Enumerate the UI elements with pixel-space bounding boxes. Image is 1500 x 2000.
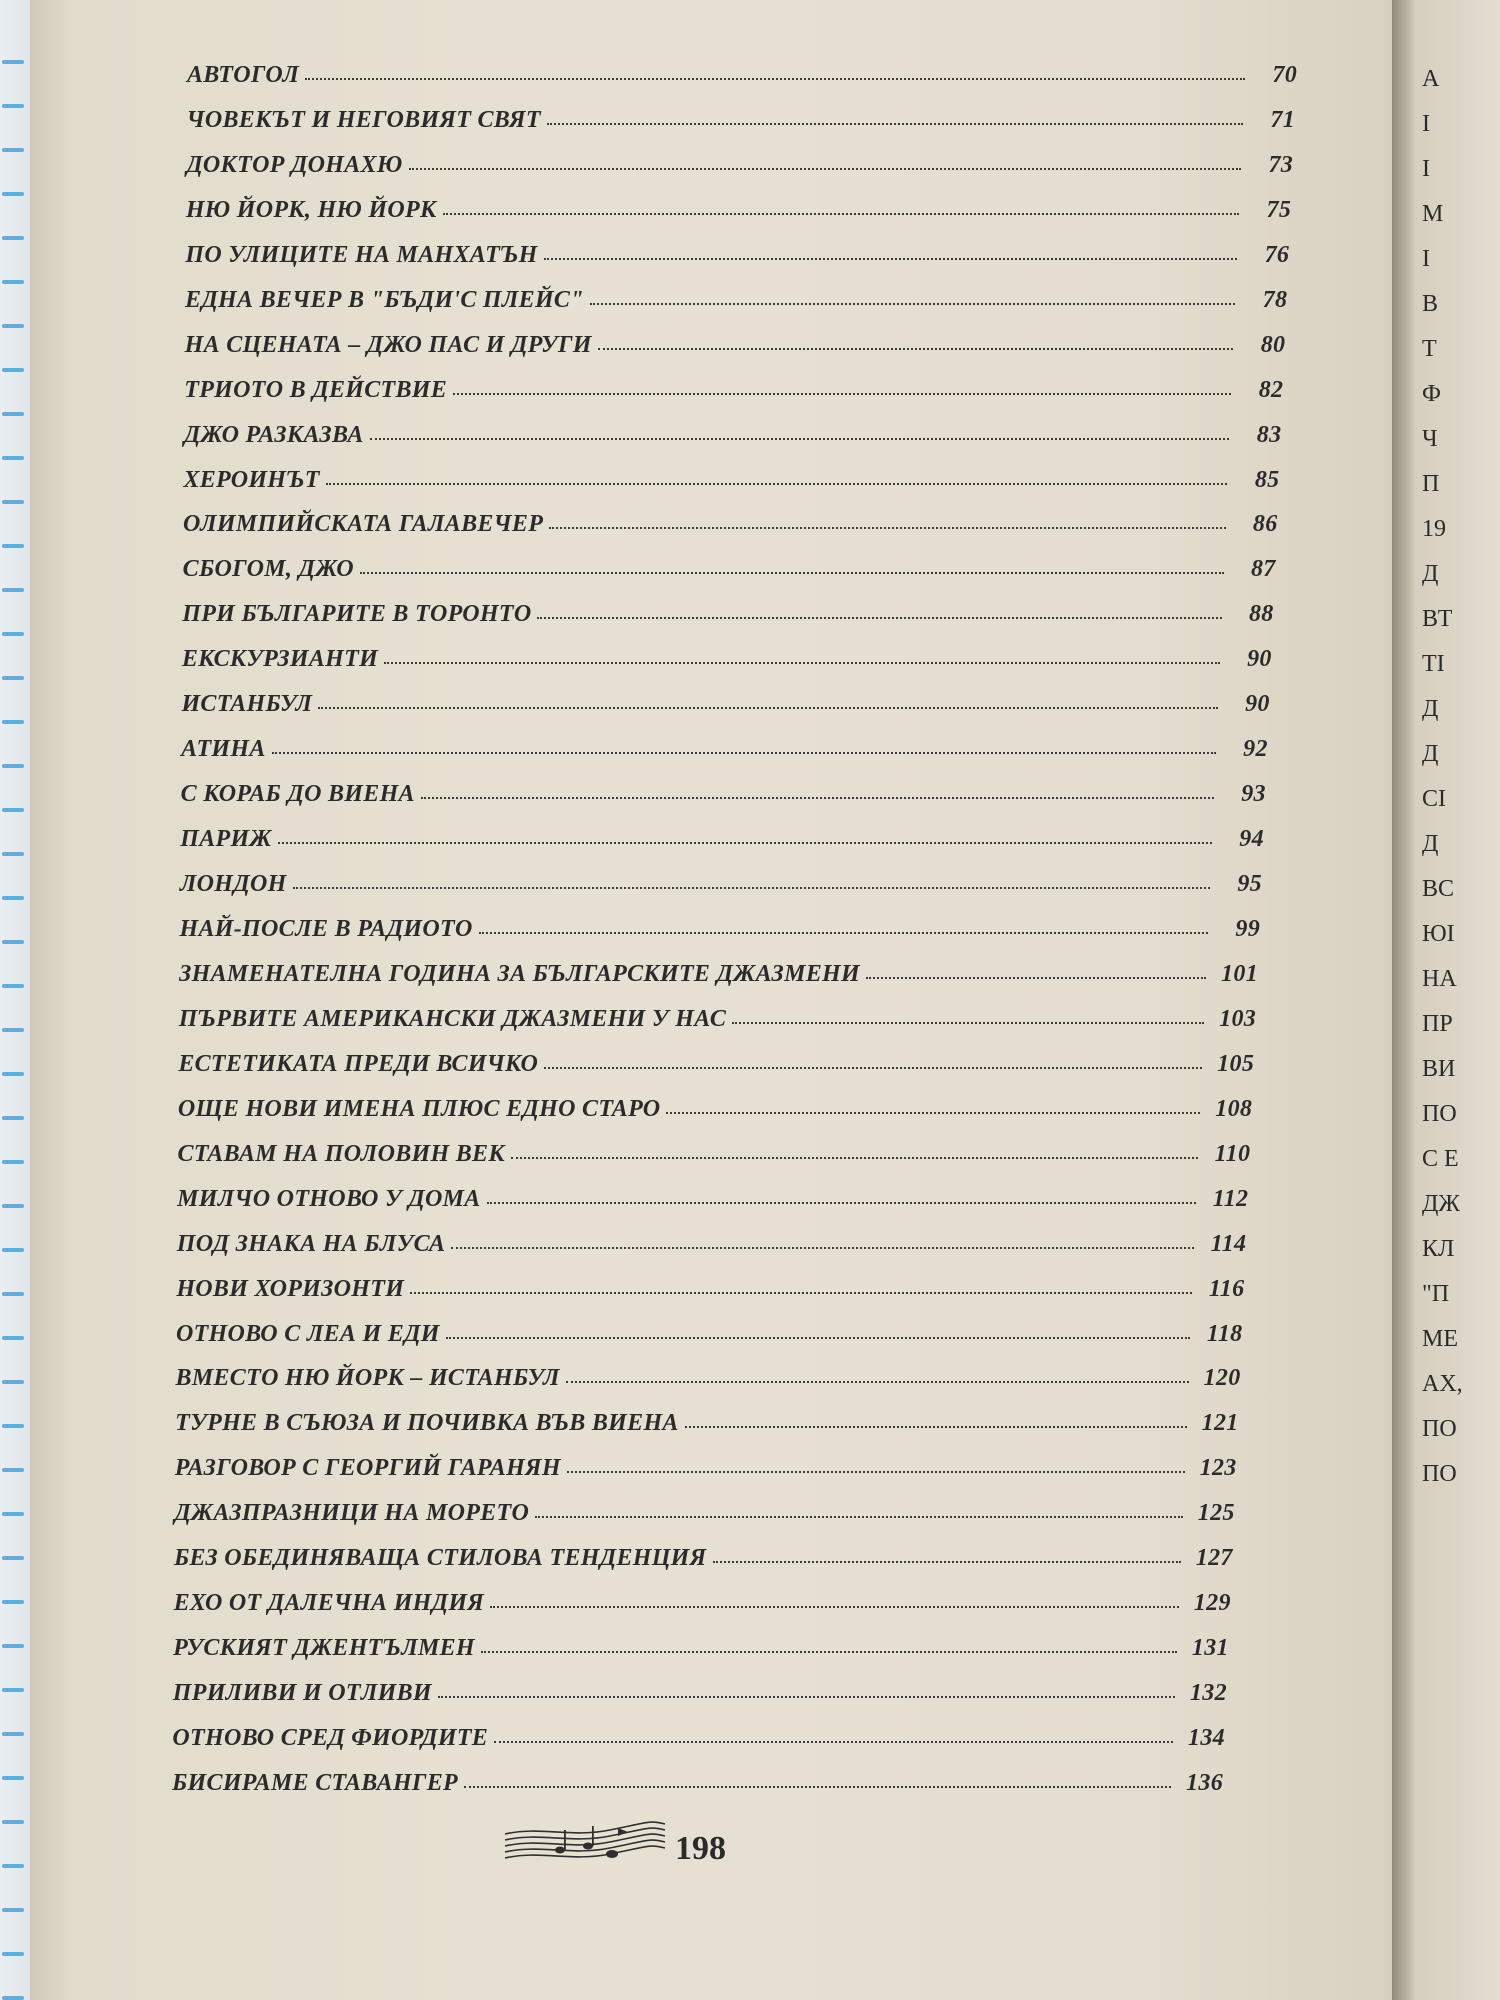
facing-page-text: 19 <box>1422 516 1446 542</box>
toc-entry <box>186 152 1293 179</box>
toc-entry-title: НЮ ЙОРК, НЮ ЙОРК <box>185 196 437 223</box>
toc-entry-page: 80 <box>1260 331 1286 358</box>
facing-page-text: ПО <box>1422 1416 1457 1442</box>
toc-leader-dots <box>479 932 1208 934</box>
toc-entry-title: С КОРАБ ДО ВИЕНА <box>180 781 415 808</box>
toc-entry <box>182 646 1272 673</box>
toc-leader-dots <box>598 348 1234 350</box>
facing-page-text: КЛ <box>1422 1236 1455 1262</box>
toc-entry <box>187 107 1295 134</box>
toc-entry-title: ЕКСКУРЗИАНТИ <box>181 646 379 673</box>
music-staff-icon <box>500 1812 670 1882</box>
toc-entry-page: 127 <box>1195 1545 1233 1572</box>
toc-leader-dots <box>446 1337 1191 1339</box>
toc-entry <box>176 1321 1243 1348</box>
toc-entry <box>179 961 1258 988</box>
toc-entry <box>173 1635 1229 1662</box>
facing-page-text: ВТ <box>1422 606 1453 632</box>
toc-entry <box>184 422 1282 449</box>
toc-entry <box>184 377 1283 404</box>
toc-entry-title: ПЪРВИТЕ АМЕРИКАНСКИ ДЖАЗМЕНИ У НАС <box>178 1005 727 1032</box>
toc-entry-title: ДЖО РАЗКАЗВА <box>183 421 364 448</box>
toc-entry <box>185 242 1289 269</box>
toc-entry-title: ТРИОТО В ДЕЙСТВИЕ <box>184 376 448 403</box>
toc-entry <box>186 197 1291 224</box>
toc-entry-title: БИСИРАМЕ СТАВАНГЕР <box>172 1770 458 1796</box>
facing-page-text: ВИ <box>1422 1056 1456 1082</box>
toc-entry-title: ПРИЛИВИ И ОТЛИВИ <box>172 1680 432 1707</box>
facing-page-text: СІ <box>1422 786 1446 812</box>
toc-leader-dots <box>451 1247 1194 1249</box>
toc-entry-page: 105 <box>1217 1050 1255 1077</box>
toc-entry-page: 85 <box>1254 466 1280 493</box>
toc-entry-title: БЕЗ ОБЕДИНЯВАЩА СТИЛОВА ТЕНДЕНЦИЯ <box>173 1545 707 1572</box>
toc-entry-title: ПО УЛИЦИТЕ НА МАНХАТЪН <box>185 241 538 268</box>
toc-leader-dots <box>590 303 1235 305</box>
toc-entry <box>173 1680 1227 1707</box>
toc-entry-page: 83 <box>1256 421 1282 448</box>
toc-entry-title: ЕХО ОТ ДАЛЕЧНА ИНДИЯ <box>173 1590 485 1617</box>
toc-leader-dots <box>438 1696 1175 1698</box>
toc-entry-page: 132 <box>1189 1680 1227 1707</box>
toc-entry-page: 75 <box>1266 196 1292 223</box>
toc-leader-dots <box>547 123 1243 125</box>
toc-entry-title: ДЖАЗПРАЗНИЦИ НА МОРЕТО <box>174 1500 530 1527</box>
toc-entry-page: 95 <box>1237 871 1262 898</box>
toc-entry-title: ОЛИМПИЙСКАТА ГАЛАВЕЧЕР <box>183 511 544 538</box>
toc-entry-page: 82 <box>1258 376 1284 403</box>
toc-entry <box>180 871 1262 898</box>
toc-leader-dots <box>490 1606 1179 1608</box>
toc-entry-page: 125 <box>1197 1500 1235 1527</box>
toc-leader-dots <box>318 707 1217 709</box>
facing-page-text: Д <box>1422 831 1439 857</box>
toc-entry-title: РАЗГОВОР С ГЕОРГИЙ ГАРАНЯН <box>174 1455 561 1482</box>
toc-entry-page: 73 <box>1268 151 1294 178</box>
toc-entry-page: 131 <box>1191 1635 1229 1662</box>
toc-leader-dots <box>537 617 1221 619</box>
toc-entry-title: ЧОВЕКЪТ И НЕГОВИЯТ СВЯТ <box>186 106 541 133</box>
toc-entry-page: 78 <box>1262 286 1288 313</box>
facing-page-text: С Е <box>1422 1146 1459 1172</box>
toc-entry-page: 76 <box>1264 241 1290 268</box>
toc-entry-title: ЕДНА ВЕЧЕР В "БЪДИ'С ПЛЕЙС" <box>185 286 584 313</box>
toc-leader-dots <box>421 797 1214 799</box>
toc-leader-dots <box>544 258 1238 260</box>
toc-entry-title: ЛОНДОН <box>179 871 287 898</box>
toc-entry <box>181 691 1269 718</box>
toc-entry <box>183 556 1276 583</box>
toc-entry-title: ОЩЕ НОВИ ИМЕНА ПЛЮС ЕДНО СТАРО <box>177 1095 661 1122</box>
toc-entry-page: 90 <box>1245 691 1270 718</box>
toc-leader-dots <box>384 662 1220 664</box>
toc-entry-title: СТАВАМ НА ПОЛОВИН ВЕК <box>177 1140 505 1167</box>
facing-page-text: ДЖ <box>1422 1191 1460 1217</box>
facing-page-text: "П <box>1422 1281 1450 1307</box>
toc-entry <box>183 467 1279 494</box>
facing-page-text: Ф <box>1422 381 1441 407</box>
toc-entry <box>178 1096 1252 1123</box>
toc-entry <box>177 1231 1247 1258</box>
toc-entry-page: 129 <box>1193 1590 1231 1617</box>
facing-page-text: ТІ <box>1422 651 1445 677</box>
toc-entry-page: 99 <box>1235 916 1260 942</box>
toc-leader-dots <box>293 887 1210 889</box>
toc-entry-page: 121 <box>1201 1410 1239 1437</box>
toc-entry-title: ЗНАМЕНАТЕЛНА ГОДИНА ЗА БЪЛГАРСКИТЕ ДЖАЗМЕНИ <box>179 960 860 987</box>
toc-entry <box>187 62 1297 89</box>
toc-entry-page: 93 <box>1241 781 1266 808</box>
toc-entry <box>178 1051 1254 1078</box>
toc-leader-dots <box>305 78 1245 80</box>
facing-page-text: МЕ <box>1422 1326 1458 1352</box>
toc-leader-dots <box>370 438 1230 440</box>
toc-leader-dots <box>713 1561 1181 1563</box>
toc-entry <box>181 781 1266 808</box>
toc-entry <box>180 916 1261 943</box>
toc-entry <box>174 1590 1231 1617</box>
facing-page-text: ПР <box>1422 1011 1453 1037</box>
toc-entry-title: ОТНОВО С ЛЕА И ЕДИ <box>175 1320 440 1347</box>
toc-leader-dots <box>326 483 1228 485</box>
toc-entry-page: 71 <box>1270 106 1296 133</box>
toc-entry-page: 87 <box>1250 556 1276 583</box>
facing-page-text: В <box>1422 291 1439 317</box>
toc-leader-dots <box>487 1202 1197 1204</box>
facing-page-text: I <box>1422 246 1430 272</box>
toc-leader-dots <box>535 1516 1183 1518</box>
toc-entry-page: 88 <box>1249 601 1274 628</box>
toc-entry-page: 134 <box>1188 1725 1225 1752</box>
toc-entry-page: 136 <box>1186 1770 1223 1796</box>
toc-entry-title: ОТНОВО СРЕД ФИОРДИТЕ <box>172 1725 489 1752</box>
toc-entry-page: 86 <box>1252 511 1278 538</box>
toc-entry-page: 101 <box>1221 960 1259 987</box>
facing-page-text: ЮІ <box>1422 921 1455 947</box>
toc-entry-title: РУСКИЯТ ДЖЕНТЪЛМЕН <box>173 1635 475 1662</box>
facing-page-text: ПО <box>1422 1461 1457 1487</box>
facing-page-text: НА <box>1422 966 1457 992</box>
toc-leader-dots <box>732 1022 1204 1024</box>
toc-entry <box>182 601 1273 628</box>
toc-entry-title: НА СЦЕНАТА – ДЖО ПАС И ДРУГИ <box>184 331 592 358</box>
toc-entry-page: 103 <box>1219 1005 1257 1032</box>
toc-entry <box>177 1186 1248 1213</box>
facing-page-text: Д <box>1422 741 1439 767</box>
facing-page-text: М <box>1422 201 1444 227</box>
toc-leader-dots <box>443 213 1240 215</box>
toc-entry <box>176 1276 1244 1303</box>
toc-entry-page: 70 <box>1272 62 1297 88</box>
facing-page-text: ПО <box>1422 1101 1457 1127</box>
toc-leader-dots <box>272 752 1216 754</box>
toc-entry <box>174 1545 1233 1572</box>
facing-page-text: Т <box>1422 336 1437 362</box>
toc-entry-title: ВМЕСТО НЮ ЙОРК – ИСТАНБУЛ <box>175 1365 560 1392</box>
toc-entry-page: 116 <box>1208 1275 1245 1302</box>
toc-entry-page: 123 <box>1199 1455 1237 1482</box>
toc-leader-dots <box>410 1292 1192 1294</box>
toc-entry-page: 110 <box>1214 1140 1251 1167</box>
toc-entry-title: СБОГОМ, ДЖО <box>182 556 354 583</box>
toc-entry-page: 112 <box>1212 1185 1249 1212</box>
toc-leader-dots <box>566 1381 1189 1383</box>
toc-entry <box>183 511 1277 538</box>
toc-leader-dots <box>481 1651 1177 1653</box>
facing-page-text: А <box>1422 66 1440 92</box>
toc-leader-dots <box>544 1067 1202 1069</box>
toc-leader-dots <box>409 168 1242 170</box>
page-number: 198 <box>675 1830 726 1867</box>
toc-leader-dots <box>511 1157 1198 1159</box>
toc-entry <box>175 1410 1238 1437</box>
facing-page-text: Ч <box>1422 426 1438 452</box>
toc-entry <box>181 736 1268 763</box>
facing-page-text: Д <box>1422 561 1439 587</box>
toc-entry-title: НОВИ ХОРИЗОНТИ <box>176 1275 405 1302</box>
toc-entry <box>179 1006 1256 1033</box>
facing-page-text: АХ, <box>1422 1371 1463 1397</box>
toc-entry <box>180 826 1264 853</box>
toc-entry-page: 90 <box>1247 646 1272 673</box>
facing-page-text: I <box>1422 111 1430 137</box>
toc-leader-dots <box>453 393 1231 395</box>
toc-entry-page: 118 <box>1206 1320 1243 1347</box>
toc-entry-title: ЕСТЕТИКАТА ПРЕДИ ВСИЧКО <box>178 1050 539 1077</box>
facing-page-text: ВС <box>1422 876 1455 902</box>
facing-page-text: Д <box>1422 696 1439 722</box>
toc-entry-title: ХЕРОИНЪТ <box>183 466 320 493</box>
toc-entry-title: МИЛЧО ОТНОВО У ДОМА <box>177 1185 481 1212</box>
toc-entry-title: АВТОГОЛ <box>187 62 300 88</box>
toc-entry-page: 114 <box>1210 1230 1247 1257</box>
toc-entry-title: ТУРНЕ В СЪЮЗА И ПОЧИВКА ВЪВ ВИЕНА <box>175 1410 679 1437</box>
toc-entry-page: 92 <box>1243 736 1268 763</box>
toc-entry <box>175 1455 1237 1482</box>
toc-entry-title: ИСТАНБУЛ <box>181 691 313 718</box>
toc-entry <box>178 1141 1251 1168</box>
toc-entry <box>185 332 1286 359</box>
toc-entry-title: НАЙ-ПОСЛЕ В РАДИОТО <box>179 916 473 942</box>
toc-leader-dots <box>278 842 1212 844</box>
page-footer <box>500 1812 760 1882</box>
toc-leader-dots <box>360 572 1224 574</box>
toc-leader-dots <box>866 977 1206 979</box>
toc-leader-dots <box>685 1426 1187 1428</box>
toc-entry-page: 94 <box>1239 826 1264 853</box>
toc-entry <box>176 1365 1241 1392</box>
facing-page-text: I <box>1422 156 1430 182</box>
toc-leader-dots <box>549 527 1225 529</box>
toc-entry-page: 120 <box>1203 1365 1241 1392</box>
toc-entry <box>174 1500 1234 1527</box>
toc-entry-title: ПОД ЗНАКА НА БЛУСА <box>176 1230 446 1257</box>
toc-entry-page: 108 <box>1215 1095 1253 1122</box>
toc-entry-title: ПРИ БЪЛГАРИТЕ В ТОРОНТО <box>182 601 532 628</box>
toc-leader-dots <box>666 1112 1200 1114</box>
toc-entry <box>185 287 1287 314</box>
toc-entry-title: ПАРИЖ <box>180 826 272 853</box>
toc-entry <box>172 1725 1225 1752</box>
facing-page-text: П <box>1422 471 1440 497</box>
toc-entry-title: АТИНА <box>181 736 266 763</box>
toc-entry-title: ДОКТОР ДОНАХЮ <box>186 151 403 178</box>
toc-leader-dots <box>494 1741 1173 1743</box>
toc-leader-dots <box>567 1471 1185 1473</box>
toc-leader-dots <box>464 1786 1171 1788</box>
toc-entry <box>172 1770 1223 1797</box>
